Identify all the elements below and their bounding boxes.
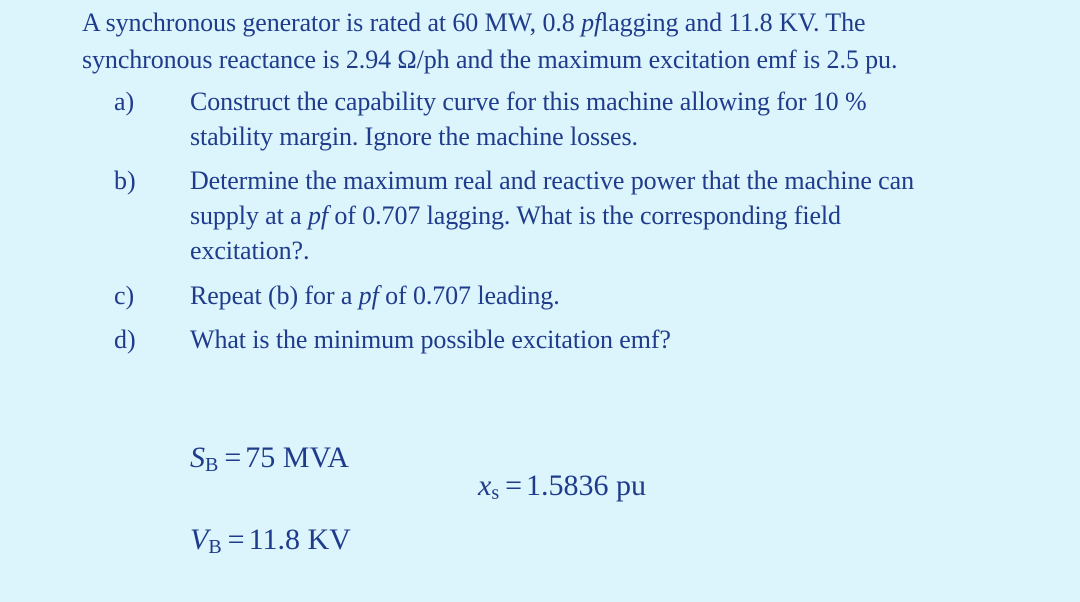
- question-text: [190, 84, 1070, 154]
- question-line-start: Repeat (b) for a: [190, 281, 359, 310]
- question-line: excitation?.: [190, 236, 310, 265]
- pf-abbreviation: pf: [358, 281, 379, 310]
- question-marker: b): [114, 166, 136, 195]
- equals-sign: =: [224, 441, 242, 474]
- question-line: stability margin. Ignore the machine losses.: [190, 122, 638, 151]
- question-line: What is the minimum possible excitation emf?: [190, 325, 671, 354]
- question-marker: d): [114, 325, 136, 354]
- synchronous-reactance-equation: [478, 466, 646, 509]
- question-line-start: supply at a: [190, 201, 308, 230]
- question-marker: c): [114, 281, 135, 310]
- pf-abbreviation: pf: [307, 201, 328, 230]
- equation-subscript: B: [205, 454, 219, 476]
- equation-value: 1.5836 pu: [526, 469, 647, 502]
- equation-symbol: S: [190, 441, 205, 474]
- question-text: [190, 278, 1070, 313]
- equation-value: 11.8 KV: [248, 523, 351, 556]
- question-marker: a): [114, 87, 135, 116]
- question-line: Determine the maximum real and reactive power that the machine can: [190, 166, 914, 195]
- question-text: [190, 322, 1070, 357]
- equation-value: 75 MVA: [245, 441, 349, 474]
- equation-symbol: x: [478, 469, 492, 502]
- question-line-end: of 0.707 lagging. What is the corresponding field: [327, 201, 841, 230]
- equation-symbol: V: [190, 523, 209, 556]
- question-line-end: of 0.707 leading.: [378, 281, 560, 310]
- question-text: [190, 163, 1070, 268]
- base-power-equation: [190, 438, 349, 481]
- problem-line-2: synchronous reactance is 2.94 Ω/ph and the maximum excitation emf is 2.5 pu.: [82, 45, 898, 74]
- pf-abbreviation: pf: [581, 8, 602, 37]
- question-line: [190, 278, 1070, 313]
- equation-subscript: s: [491, 482, 500, 504]
- question-line: [190, 198, 1070, 233]
- question-line: Construct the capability curve for this machine allowing for 10 %: [190, 87, 867, 116]
- equals-sign: =: [505, 469, 523, 502]
- base-voltage-equation: [190, 520, 351, 563]
- equation-subscript: B: [208, 536, 222, 558]
- problem-line-1-start: A synchronous generator is rated at 60 MW, 0.8: [82, 8, 582, 37]
- equals-sign: =: [227, 523, 245, 556]
- problem-line-1-end: lagging and 11.8 KV. The: [601, 8, 866, 37]
